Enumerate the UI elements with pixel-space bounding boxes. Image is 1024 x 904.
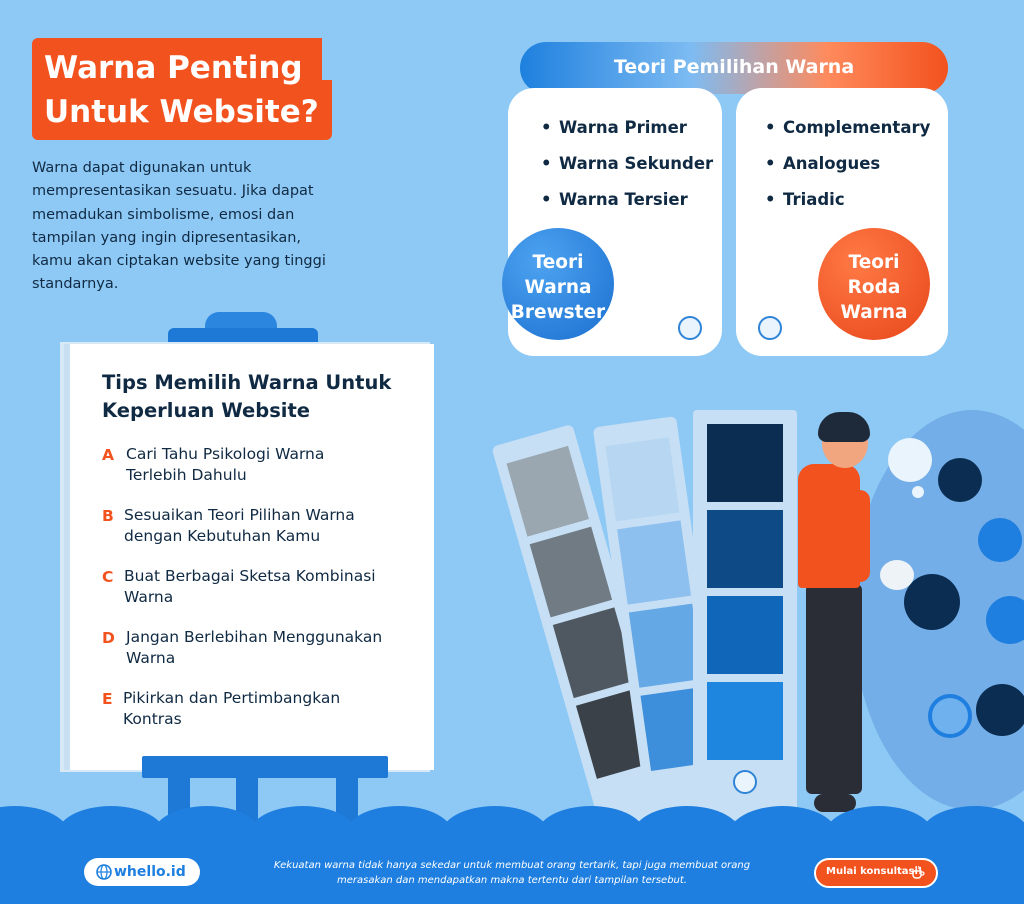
page-title-line2: Untuk Website? (44, 94, 319, 130)
coffee-cup-icon (910, 864, 926, 880)
globe-icon (96, 864, 112, 880)
intro-line: mempresentasikan sesuatu. Jika dapat (32, 183, 314, 200)
tip-letter: D (102, 629, 115, 647)
swatch-card-blue (693, 410, 797, 820)
title-notch (322, 38, 342, 80)
tip-letter: A (102, 446, 114, 464)
badge-line: Teori (532, 252, 584, 273)
tip-line: Jangan Berlebihan Menggunakan (126, 628, 383, 646)
intro-line: kamu akan ciptakan website yang tinggi (32, 253, 326, 270)
tip-item (124, 505, 355, 547)
tip-line: Buat Berbagai Sketsa Kombinasi (124, 567, 376, 585)
tip-line: Pikirkan dan Pertimbangkan (123, 689, 341, 707)
cloth-icon (880, 560, 914, 590)
title-banner (32, 38, 332, 140)
tip-letter: C (102, 568, 114, 586)
tips-title-line: Tips Memilih Warna Untuk (102, 371, 392, 394)
swatch (707, 510, 783, 588)
swatch (506, 446, 588, 537)
badge-line: Warna (524, 277, 592, 298)
tip-line: Kontras (123, 710, 182, 728)
card-hole-icon (678, 316, 702, 340)
list-item: • Warna Primer (559, 118, 687, 137)
person-hair (818, 412, 870, 442)
list-item: • Triadic (783, 190, 845, 209)
tip-line: Terlebih Dahulu (126, 466, 247, 484)
badge-line: Warna (840, 302, 908, 323)
tips-title (102, 369, 391, 425)
consult-button-label[interactable]: Mulai konsultasi! (826, 866, 923, 877)
card-hole-icon (733, 770, 757, 794)
badge-color-wheel (818, 228, 930, 340)
tip-letter: E (102, 690, 113, 708)
footer-message (258, 858, 766, 888)
tip-letter: B (102, 507, 114, 525)
tips-title-line: Keperluan Website (102, 399, 311, 422)
intro-line: standarnya. (32, 276, 119, 293)
intro-line: tampilan yang ingin dipresentasikan, (32, 229, 302, 246)
paint-splash-icon (870, 420, 1024, 780)
list-item: • Warna Sekunder (559, 154, 713, 173)
theory-title: Teori Pemilihan Warna (613, 56, 855, 78)
tip-line: Warna (124, 588, 174, 606)
badge-line: Roda (847, 277, 901, 298)
footer-line: Kekuatan warna tidak hanya sekedar untuk membuat orang tertarik, tapi juga membuat orang (273, 860, 751, 871)
tip-item (126, 627, 382, 669)
tip-line: dengan Kebutuhan Kamu (124, 527, 321, 545)
swatch (707, 682, 783, 760)
easel-bar (142, 756, 388, 778)
intro-paragraph (32, 157, 332, 297)
intro-line: memadukan simbolisme, emosi dan (32, 206, 295, 223)
footer-line: merasakan dan mendapatkan makna tertentu dari tampilan tersebut. (337, 875, 687, 886)
tip-item (126, 444, 324, 486)
list-item: • Complementary (783, 118, 930, 137)
swatch (707, 424, 783, 502)
logo-text[interactable]: whello.id (114, 864, 186, 880)
badge-brewster (502, 228, 614, 340)
person-legs (806, 584, 862, 794)
list-item: • Warna Tersier (559, 190, 688, 209)
swatch (629, 604, 703, 688)
swatch (707, 596, 783, 674)
swatch (530, 527, 612, 618)
tip-line: Warna (126, 649, 176, 667)
page-title-line1: Warna Penting (44, 50, 303, 86)
badge-line: Brewster (510, 302, 606, 323)
person-arm (848, 490, 870, 582)
tip-item (123, 688, 340, 730)
list-item: • Analogues (783, 154, 880, 173)
tip-line: Cari Tahu Psikologi Warna (126, 445, 325, 463)
card-hole-icon (758, 316, 782, 340)
tip-item (124, 566, 376, 608)
swatch (605, 437, 679, 521)
swatch (617, 520, 691, 604)
intro-line: Warna dapat digunakan untuk (32, 160, 252, 176)
badge-line: Teori (848, 252, 900, 273)
tip-line: Sesuaikan Teori Pilihan Warna (124, 506, 355, 524)
